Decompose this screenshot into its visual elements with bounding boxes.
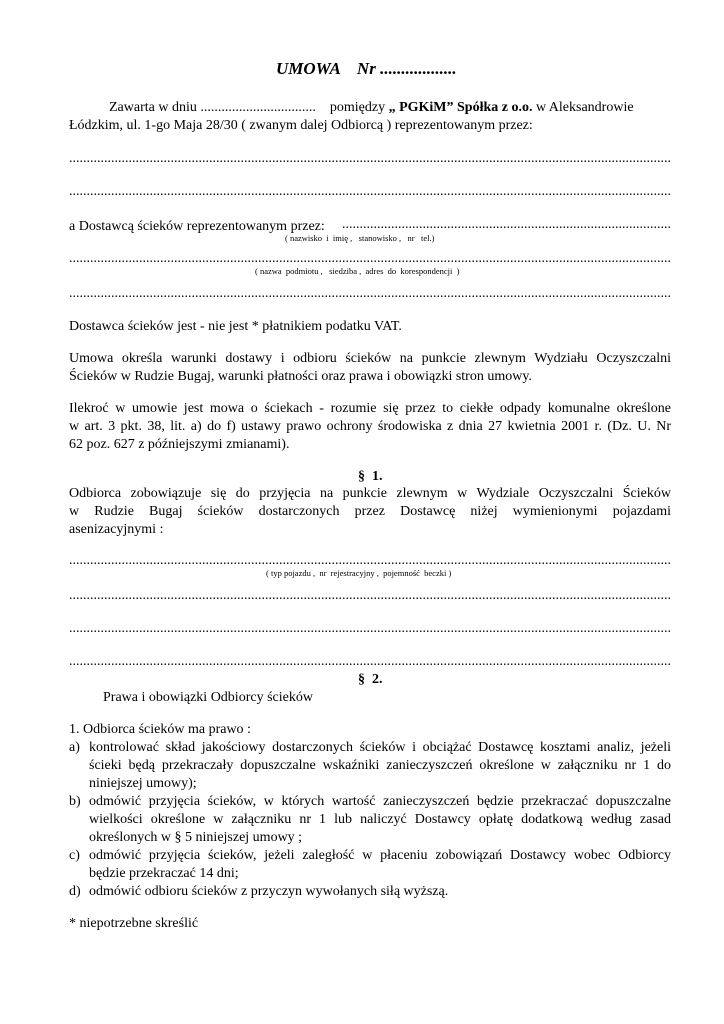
section-1-line-3: asenizacyjnymi : <box>69 522 164 537</box>
footnote: * niepotrzebne skreślić <box>69 916 199 931</box>
intro-line-2: Łódzkim, ul. 1-go Maja 28/30 ( zwanym dalej Odbiorcą ) reprezentowanym przez: <box>69 118 533 133</box>
item-c-line-2: będzie przekraczać 14 dni; <box>89 866 239 881</box>
company-name: „ PGKiM” Spółka z o.o. <box>388 100 533 115</box>
company-city: w Aleksandrowie <box>532 100 634 115</box>
contract-title: UMOWA Nr .................. <box>276 59 457 78</box>
supplier-entity-line[interactable] <box>69 252 671 266</box>
hint-entity: ( nazwa podmiotu , siedziba , adres do korespondencji ) <box>255 266 460 276</box>
section-1-line-2: w Rudzie Bugaj ścieków dostarczonych przez Dostawcę niżej wymienionymi pojazdami <box>69 504 671 519</box>
section-2-heading: § 2. <box>358 672 383 687</box>
hint-name: ( nazwisko i imię , stanowisko , nr tel.) <box>285 233 435 243</box>
representative-line-2[interactable] <box>69 185 671 199</box>
point-1: 1. Odbiorca ścieków ma prawo : <box>69 722 251 737</box>
item-a-label: a) <box>69 740 80 755</box>
vehicle-line-2[interactable] <box>69 589 671 603</box>
section-1-heading: § 1. <box>358 469 383 484</box>
supplier-representative-field[interactable] <box>342 218 671 232</box>
item-c-line-1: odmówić przyjęcia ścieków, jeżeli zaległość w płaceniu zobowiązań Dostawcy wobec Odbiorcy <box>89 848 671 863</box>
vehicle-line-4[interactable] <box>69 655 671 669</box>
item-c-label: c) <box>69 848 80 863</box>
supplier-extra-line[interactable] <box>69 287 671 301</box>
supplier-label: a Dostawcą ścieków reprezentowanym przez: <box>69 219 325 234</box>
item-d-label: d) <box>69 884 81 899</box>
scope-line-2: Ścieków w Rudzie Bugaj, warunki płatności oraz prawa i obowiązki stron umowy. <box>69 369 532 384</box>
definition-line-2: w art. 3 pkt. 38, lit. a) do f) ustawy prawo ochrony środowiska z dnia 27 kwietnia 2001 r. (Dz. U. Nr <box>69 419 671 434</box>
representative-line-1[interactable] <box>69 152 671 166</box>
definition-line-3: 62 poz. 627 z późniejszymi zmianami). <box>69 437 290 452</box>
vehicle-line-3[interactable] <box>69 622 671 636</box>
vat-note: Dostawca ścieków jest - nie jest * płatnikiem podatku VAT. <box>69 319 402 334</box>
item-a-line-2: ścieki będą przekraczały dopuszczalne wskaźniki zanieczyszczeń określone w załączniku nr 1 do <box>89 758 671 773</box>
scope-line-1: Umowa określa warunki dostawy i odbioru ścieków na punkcie zlewnym Wydziału Oczyszczalni <box>69 351 671 366</box>
definition-line-1: Ilekroć w umowie jest mowa o ściekach - rozumie się przez to ciekłe odpady komunalne określone <box>69 401 671 416</box>
item-b-label: b) <box>69 794 81 809</box>
intro-line-1 <box>109 99 634 116</box>
vehicle-line-1[interactable] <box>69 554 671 568</box>
item-a-line-3: niniejszej umowy); <box>89 776 197 791</box>
intro-date-text: Zawarta w dniu ................................. pomiędzy <box>109 100 389 115</box>
item-d-line-1: odmówić odbioru ścieków z przyczyn wywołanych siłą wyższą. <box>89 884 449 899</box>
hint-vehicle: ( typ pojazdu , nr rejestracyjny , pojemność beczki ) <box>266 568 452 578</box>
section-2-subtitle: Prawa i obowiązki Odbiorcy ścieków <box>103 690 313 705</box>
item-a-line-1: kontrolować skład jakościowy dostarczonych ścieków i obciążać Dostawcę kosztami analiz, jeżeli <box>89 740 671 755</box>
item-b-line-1: odmówić przyjęcia ścieków, w których wartość zanieczyszczeń będzie przekraczać dopuszczalne <box>89 794 671 809</box>
item-b-line-2: wielkości określone w załączniku nr 1 lub naliczyć Dostawcy opłatę dodatkową według zasad <box>89 812 671 827</box>
section-1-line-1: Odbiorca zobowiązuje się do przyjęcia na punkcie zlewnym w Wydziale Oczyszczalni Ścieków <box>69 486 671 501</box>
item-b-line-3: określonych w § 5 niniejszej umowy ; <box>89 830 303 845</box>
